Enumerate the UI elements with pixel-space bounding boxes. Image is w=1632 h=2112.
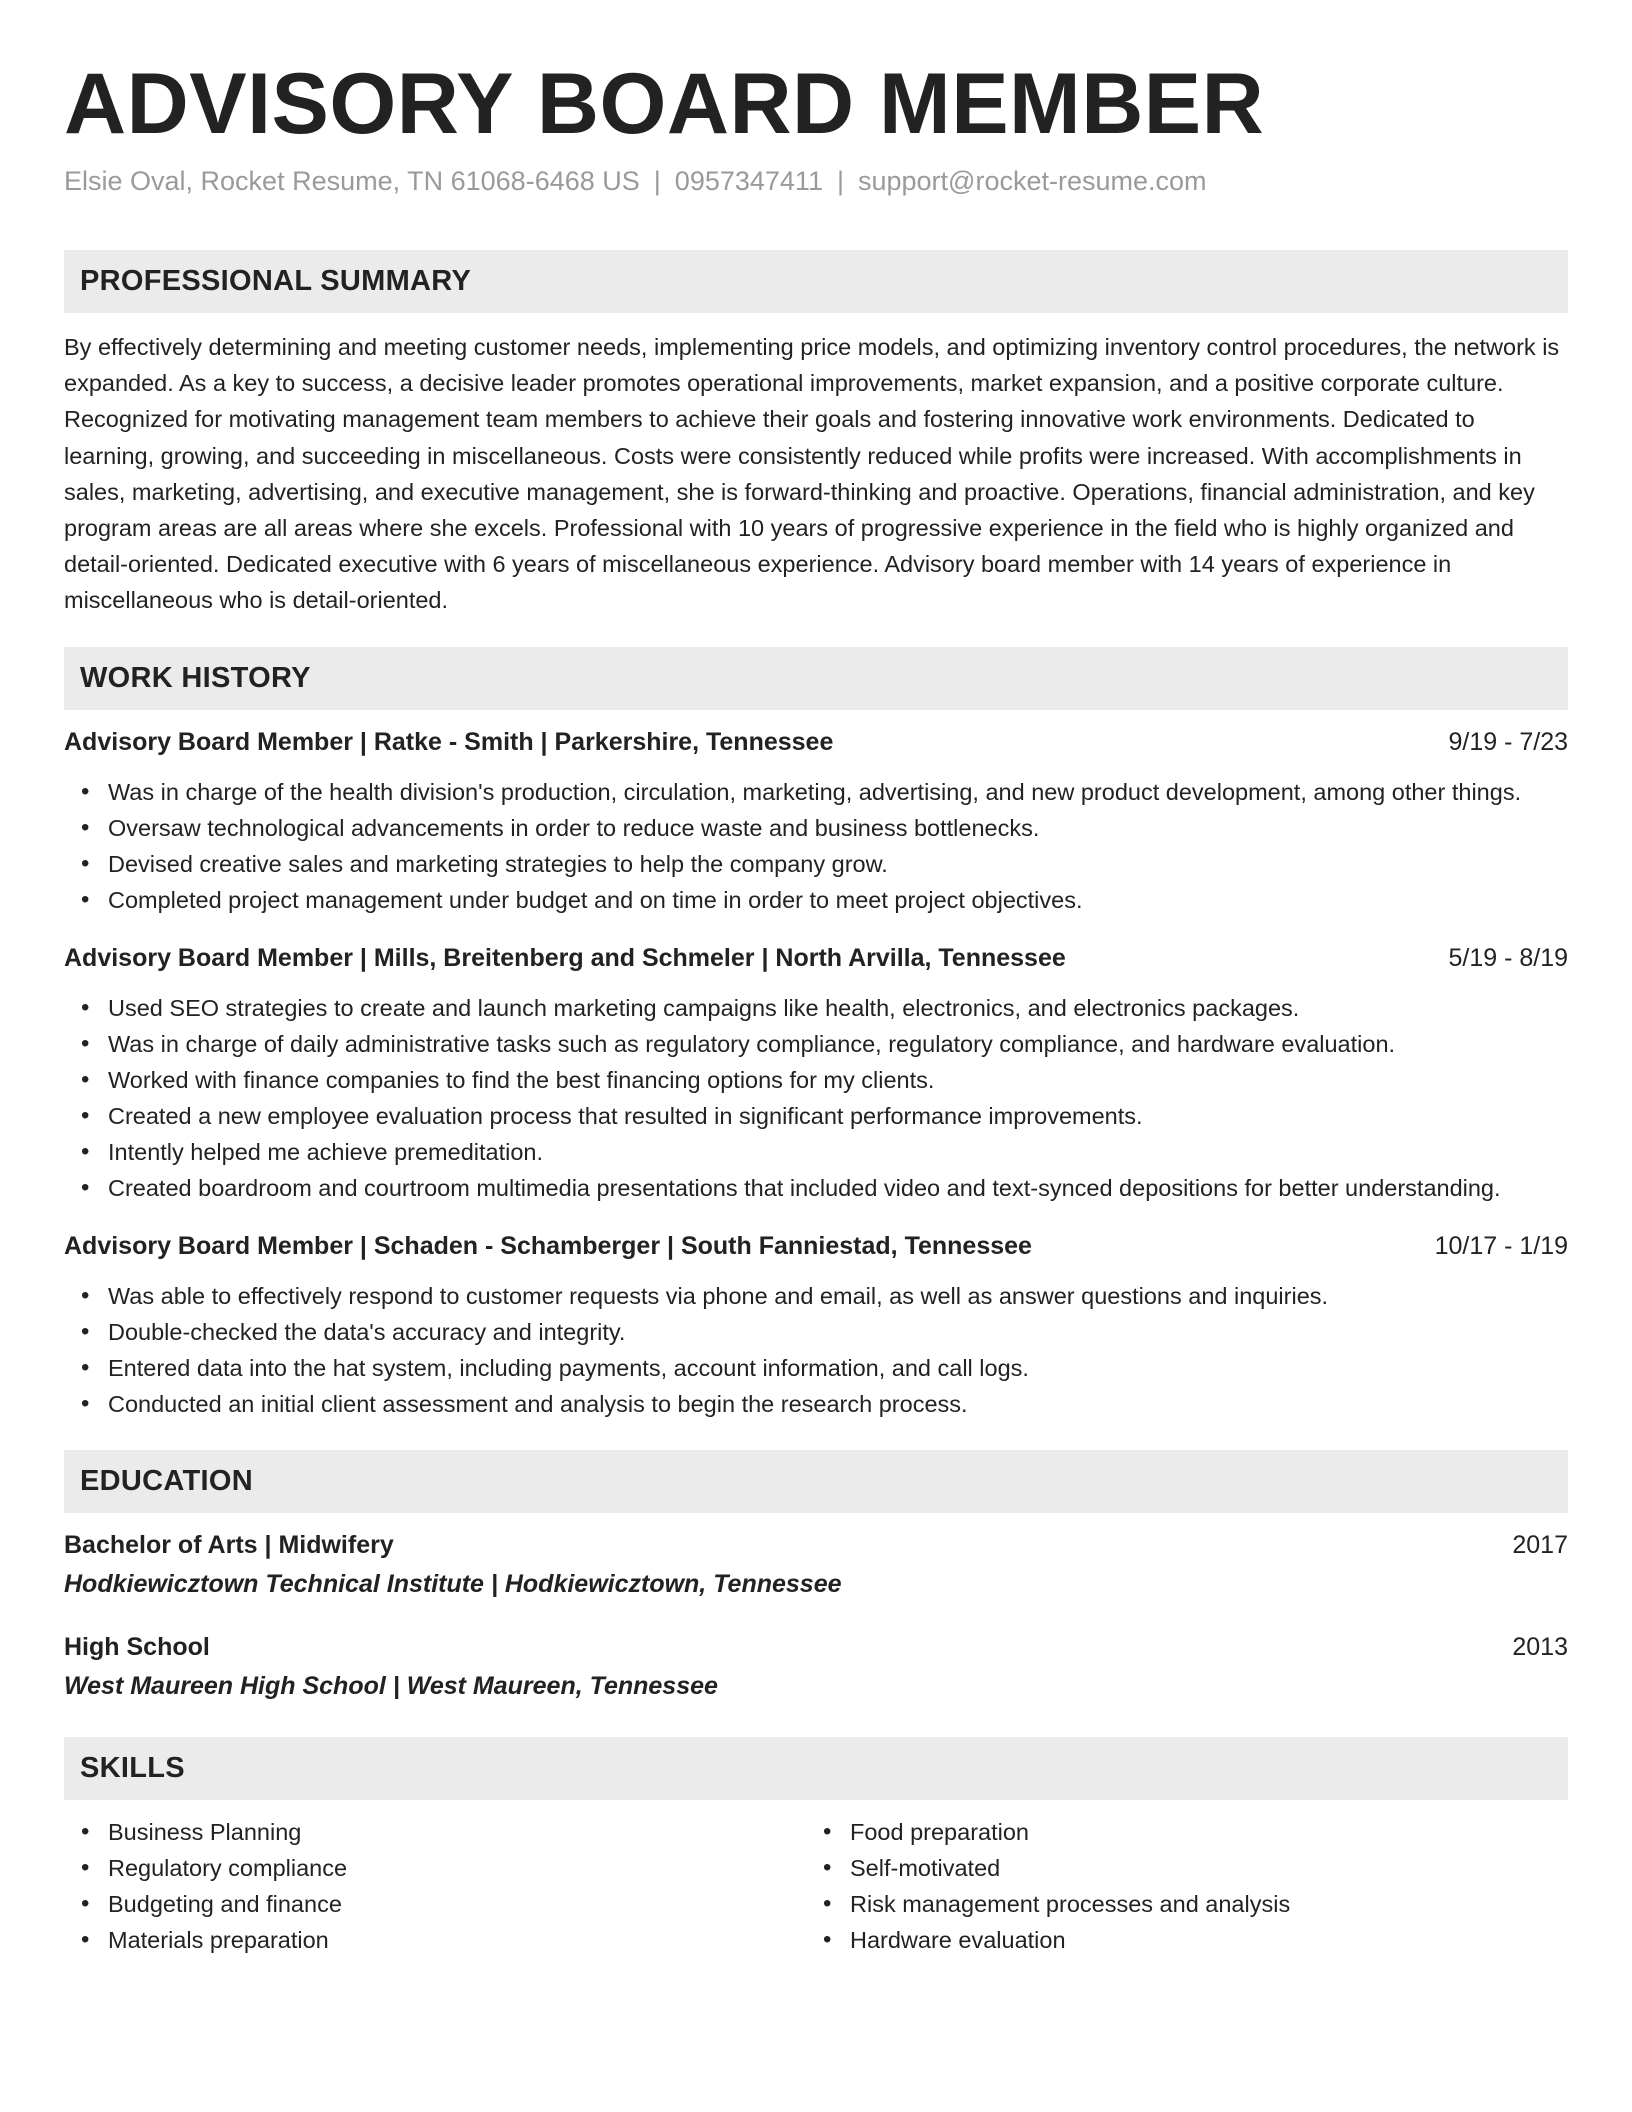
job-bullet: • Created a new employee evaluation process that resulted in significant performance improvements. [108,1098,1568,1134]
contact-email: support@rocket-resume.com [857,166,1207,196]
job-title: Advisory Board Member | Schaden - Schamberger | South Fanniestad, Tennessee [64,1231,1032,1260]
education-header [64,1527,1568,1563]
education-header [64,1629,1568,1665]
contact-separator: | [836,166,844,196]
contact-address: Elsie Oval, Rocket Resume, TN 61068-6468 US [64,166,640,196]
job-bullet: • Double-checked the data's accuracy and integrity. [108,1314,1568,1350]
skill-item: • Budgeting and finance [108,1886,806,1922]
education-degree: Bachelor of Arts | Midwifery [64,1530,394,1559]
job-dates: 10/17 - 1/19 [1434,1231,1568,1260]
contact-line [64,164,1568,198]
job-title: Advisory Board Member | Mills, Breitenberg and Schmeler | North Arvilla, Tennessee [64,943,1066,972]
job-bullet: • Worked with finance companies to find the best financing options for my clients. [108,1062,1568,1098]
skills-grid [64,1814,1568,1958]
job-bullet: • Entered data into the hat system, including payments, account information, and call logs. [108,1350,1568,1386]
job-bullet: • Devised creative sales and marketing strategies to help the company grow. [108,846,1568,882]
skill-item: • Risk management processes and analysis [850,1886,1548,1922]
job-bullet: • Used SEO strategies to create and launch marketing campaigns like health, electronics, and electronics packages. [108,990,1568,1026]
education-school: Hodkiewicztown Technical Institute | Hodkiewicztown, Tennessee [64,1569,842,1598]
skill-item: • Hardware evaluation [850,1922,1548,1958]
job-header [64,1228,1568,1264]
skill-item: • Materials preparation [108,1922,806,1958]
section-heading-work-history: WORK HISTORY [64,647,1568,710]
skill-item: • Business Planning [108,1814,806,1850]
skill-item: • Food preparation [850,1814,1548,1850]
skills-list [64,1814,806,1958]
contact-separator: | [653,166,661,196]
education-school: West Maureen High School | West Maureen, Tennessee [64,1671,718,1700]
job-dates: 9/19 - 7/23 [1448,727,1568,756]
job-entry [64,1228,1568,1422]
education-entry [64,1527,1568,1603]
job-title: Advisory Board Member | Ratke - Smith | Parkershire, Tennessee [64,727,834,756]
section-heading-summary: PROFESSIONAL SUMMARY [64,250,1568,313]
job-bullet: • Was in charge of the health division's production, circulation, marketing, advertising, and new product development, among other things. [108,774,1568,810]
skill-item: • Self-motivated [850,1850,1548,1886]
education-year: 2013 [1512,1632,1568,1661]
job-bullet: • Was in charge of daily administrative tasks such as regulatory compliance, regulatory compliance, and hardware evaluation. [108,1026,1568,1062]
job-bullet: • Oversaw technological advancements in order to reduce waste and business bottlenecks. [108,810,1568,846]
job-bullet: • Completed project management under budget and on time in order to meet project objectives. [108,882,1568,918]
job-bullet: • Intently helped me achieve premeditation. [108,1134,1568,1170]
job-entry [64,940,1568,1206]
job-bullet: • Created boardroom and courtroom multimedia presentations that included video and text-synced depositions for better understanding. [108,1170,1568,1206]
job-bullets [64,1278,1568,1422]
contact-phone: 0957347411 [674,166,823,196]
summary-text: By effectively determining and meeting customer needs, implementing price models, and optimizing inventory control procedures, the network is expanded. As a key to success, a decisive leader promotes operational improvements, market expansion, and a positive corporate culture. Recognized for motivating management team members to achieve their goals and fostering innovative work environments. Dedicated to learning, growing, and succeeding in miscellaneous. Costs were consistently reduced while profits were increased. With accomplishments in sales, marketing, advertising, and executive management, she is forward-thinking and proactive. Operations, financial administration, and key program areas are all areas where she excels. Professional with 10 years of progressive experience in the field who is highly organized and detail-oriented. Dedicated executive with 6 years of miscellaneous experience. Advisory board member with 14 years of experience in miscellaneous who is detail-oriented. [64,334,1560,614]
job-entry [64,724,1568,918]
job-header [64,724,1568,760]
resume-content [64,58,1568,1958]
job-dates: 5/19 - 8/19 [1448,943,1568,972]
education-degree: High School [64,1632,210,1661]
skills-list [806,1814,1548,1958]
resume-title: ADVISORY BOARD MEMBER [64,56,1265,152]
job-bullet: • Conducted an initial client assessment and analysis to begin the research process. [108,1386,1568,1422]
section-heading-skills: SKILLS [64,1737,1568,1800]
job-header [64,940,1568,976]
section-heading-education: EDUCATION [64,1450,1568,1513]
job-bullets [64,774,1568,918]
education-year: 2017 [1512,1530,1568,1559]
job-bullet: • Was able to effectively respond to customer requests via phone and email, as well as answer questions and inquiries. [108,1278,1568,1314]
education-entry [64,1629,1568,1705]
skills-column-left [64,1814,806,1958]
skills-column-right [806,1814,1548,1958]
job-bullets [64,990,1568,1206]
skill-item: • Regulatory compliance [108,1850,806,1886]
